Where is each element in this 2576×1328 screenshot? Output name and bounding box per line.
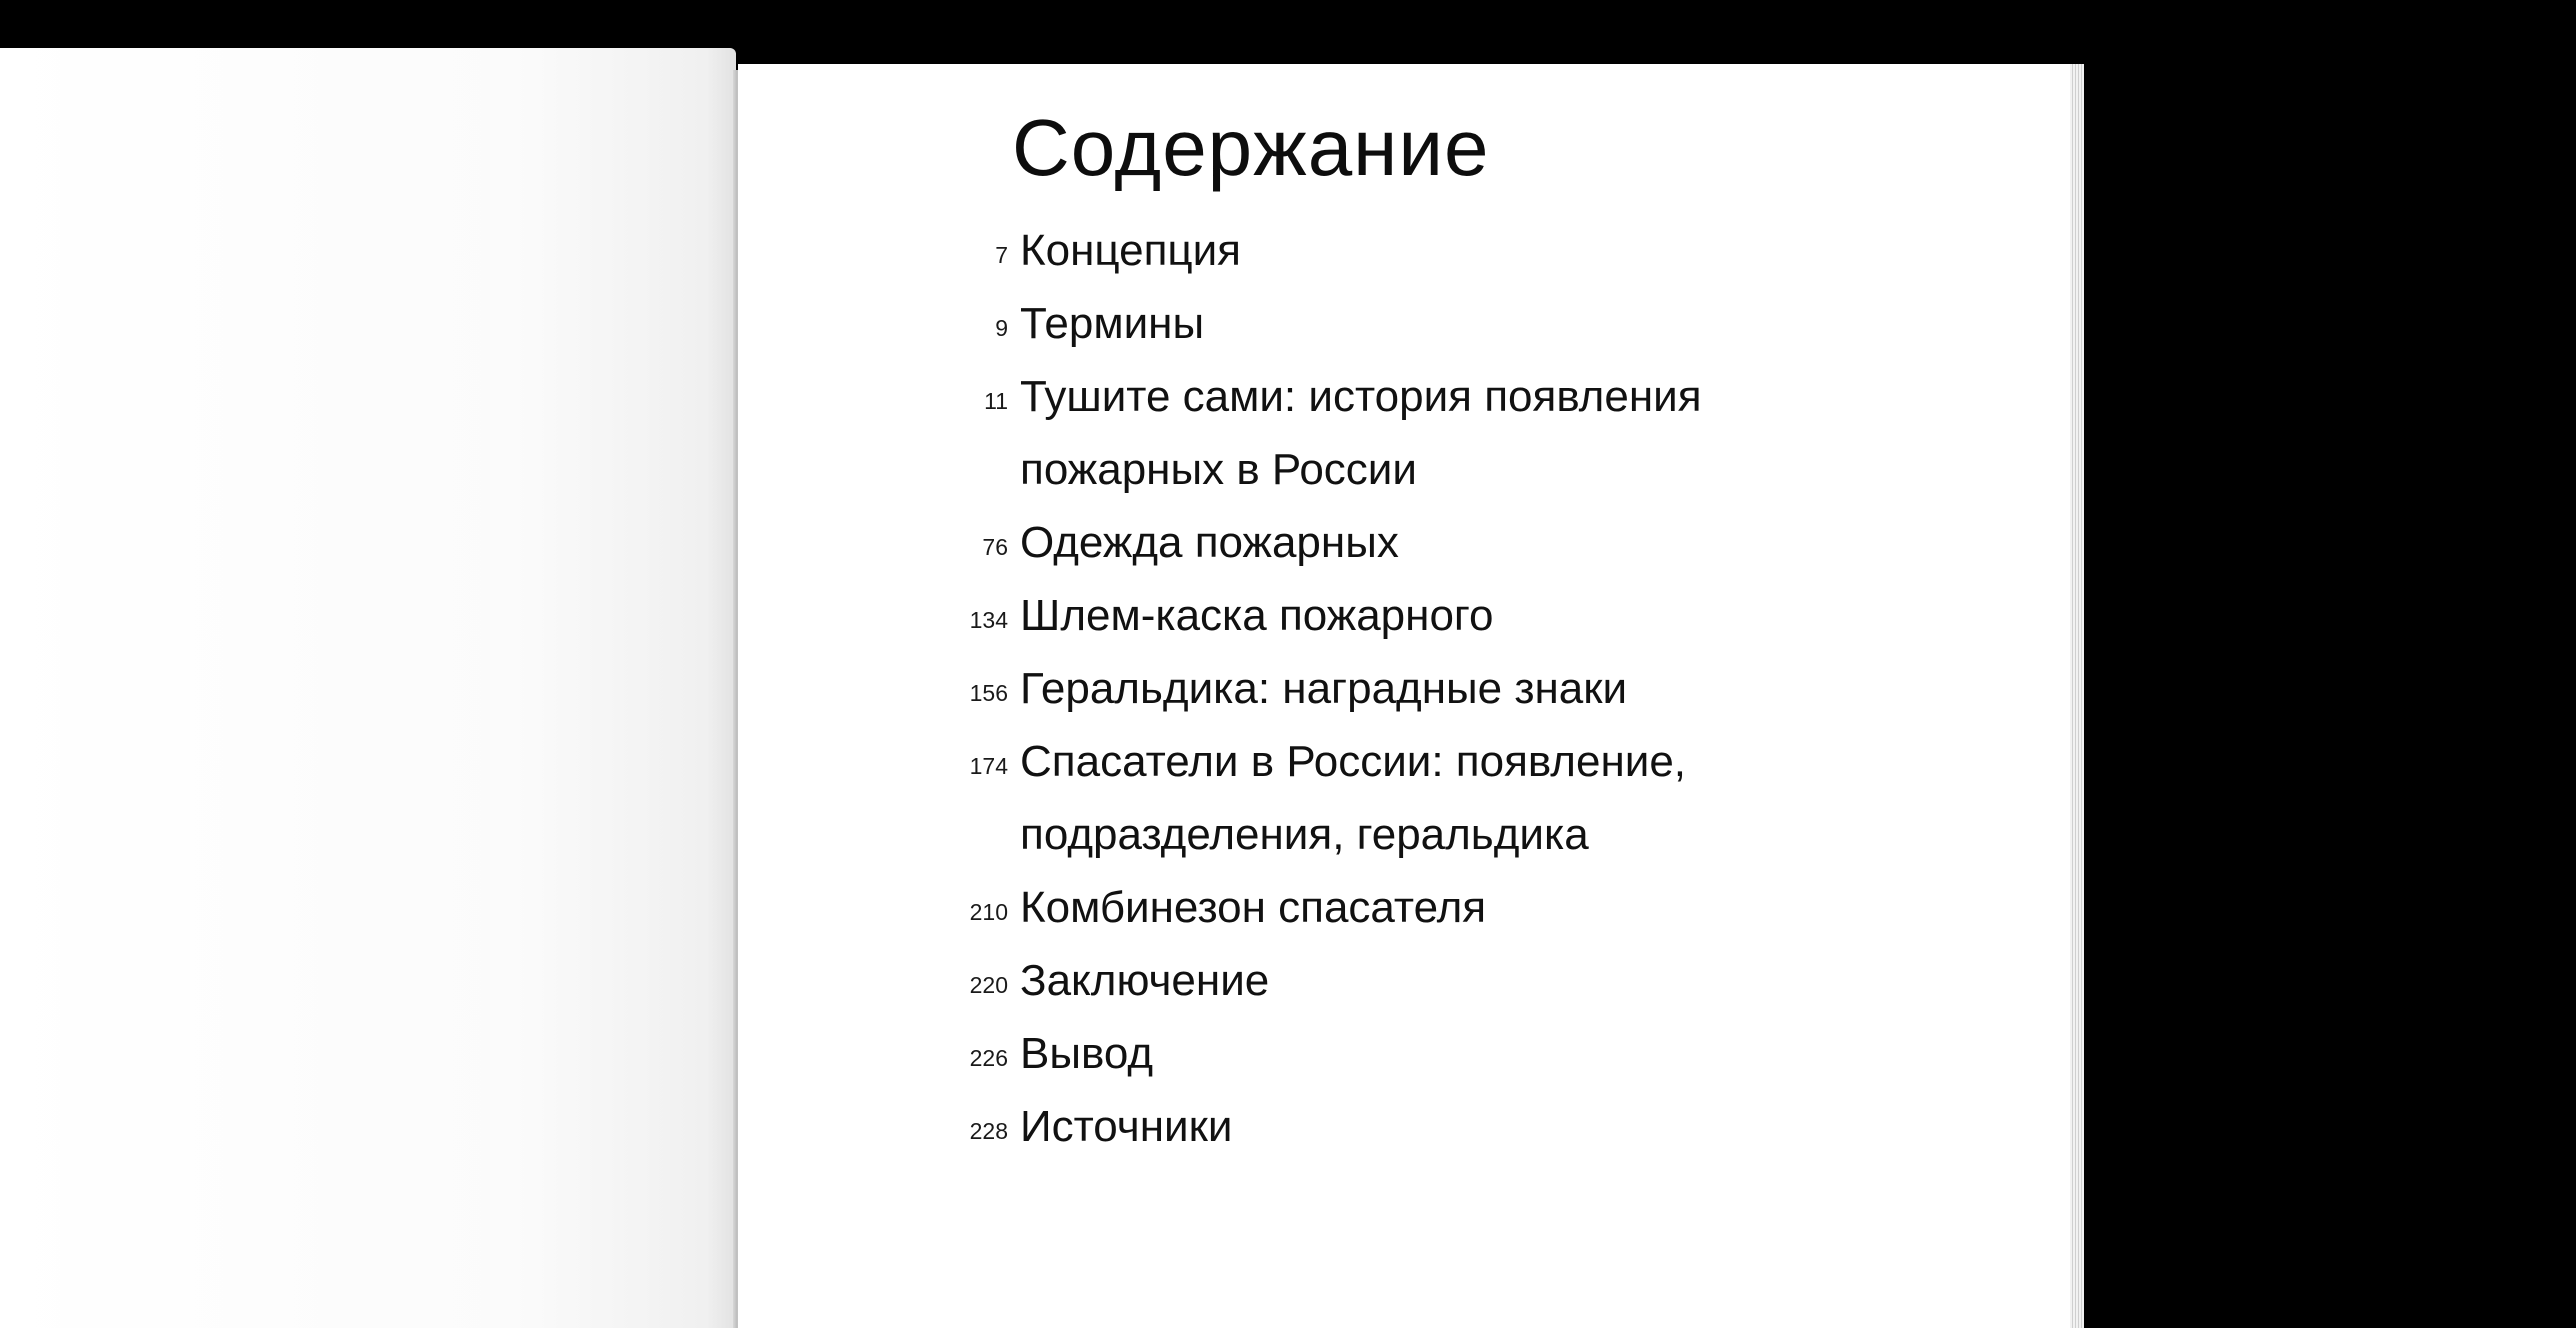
toc-entry-title: Комбинезон спасателя [1020,883,1487,932]
toc-page-number: 210 [969,899,1008,925]
toc-page-number: 11 [984,388,1008,414]
toc-page-number: 228 [969,1118,1008,1144]
toc-entry-title-continuation: пожарных в России [1020,445,1417,494]
toc-entry [738,579,2078,652]
toc-entry-title: Одежда пожарных [1020,518,1399,567]
toc-entry-title: Концепция [1020,226,1242,275]
toc-entry-title: Источники [1020,1102,1233,1151]
toc-entry [738,1017,2078,1090]
toc-page-number: 226 [969,1045,1008,1071]
toc-entry-title: Заключение [1020,956,1270,1005]
toc-entry [738,214,2078,287]
table-of-contents [738,64,2078,1328]
toc-page-number: 156 [969,680,1008,706]
toc-entry [738,652,2078,725]
toc-entry-title: Спасатели в России: появление, [1020,737,1687,786]
toc-entry [738,1090,2078,1163]
toc-entry-title: Шлем-каска пожарного [1020,591,1494,640]
toc-entry [738,944,2078,1017]
toc-entry [738,287,2078,360]
toc-page-number: 9 [995,315,1008,341]
toc-entry [738,506,2078,579]
right-page [738,64,2078,1328]
toc-entry [738,871,2078,944]
toc-page-number: 220 [969,972,1008,998]
toc-page-number: 7 [995,242,1008,268]
toc-page-number: 174 [969,753,1008,779]
toc-page-number: 76 [982,534,1008,560]
toc-page-number: 134 [969,607,1008,633]
page-edges [2070,64,2084,1328]
toc-entry-title: Термины [1020,299,1205,348]
toc-entry [738,360,2078,506]
toc-list [738,214,2078,1163]
left-page [0,48,736,1328]
toc-entry-title: Вывод [1020,1029,1154,1078]
toc-entry-title: Геральдика: наградные знаки [1020,664,1628,713]
toc-entry [738,725,2078,871]
toc-entry-title: Тушите сами: история появления [1020,372,1702,421]
toc-title: Содержание [1012,103,1490,192]
toc-entry-title-continuation: подразделения, геральдика [1020,810,1589,859]
